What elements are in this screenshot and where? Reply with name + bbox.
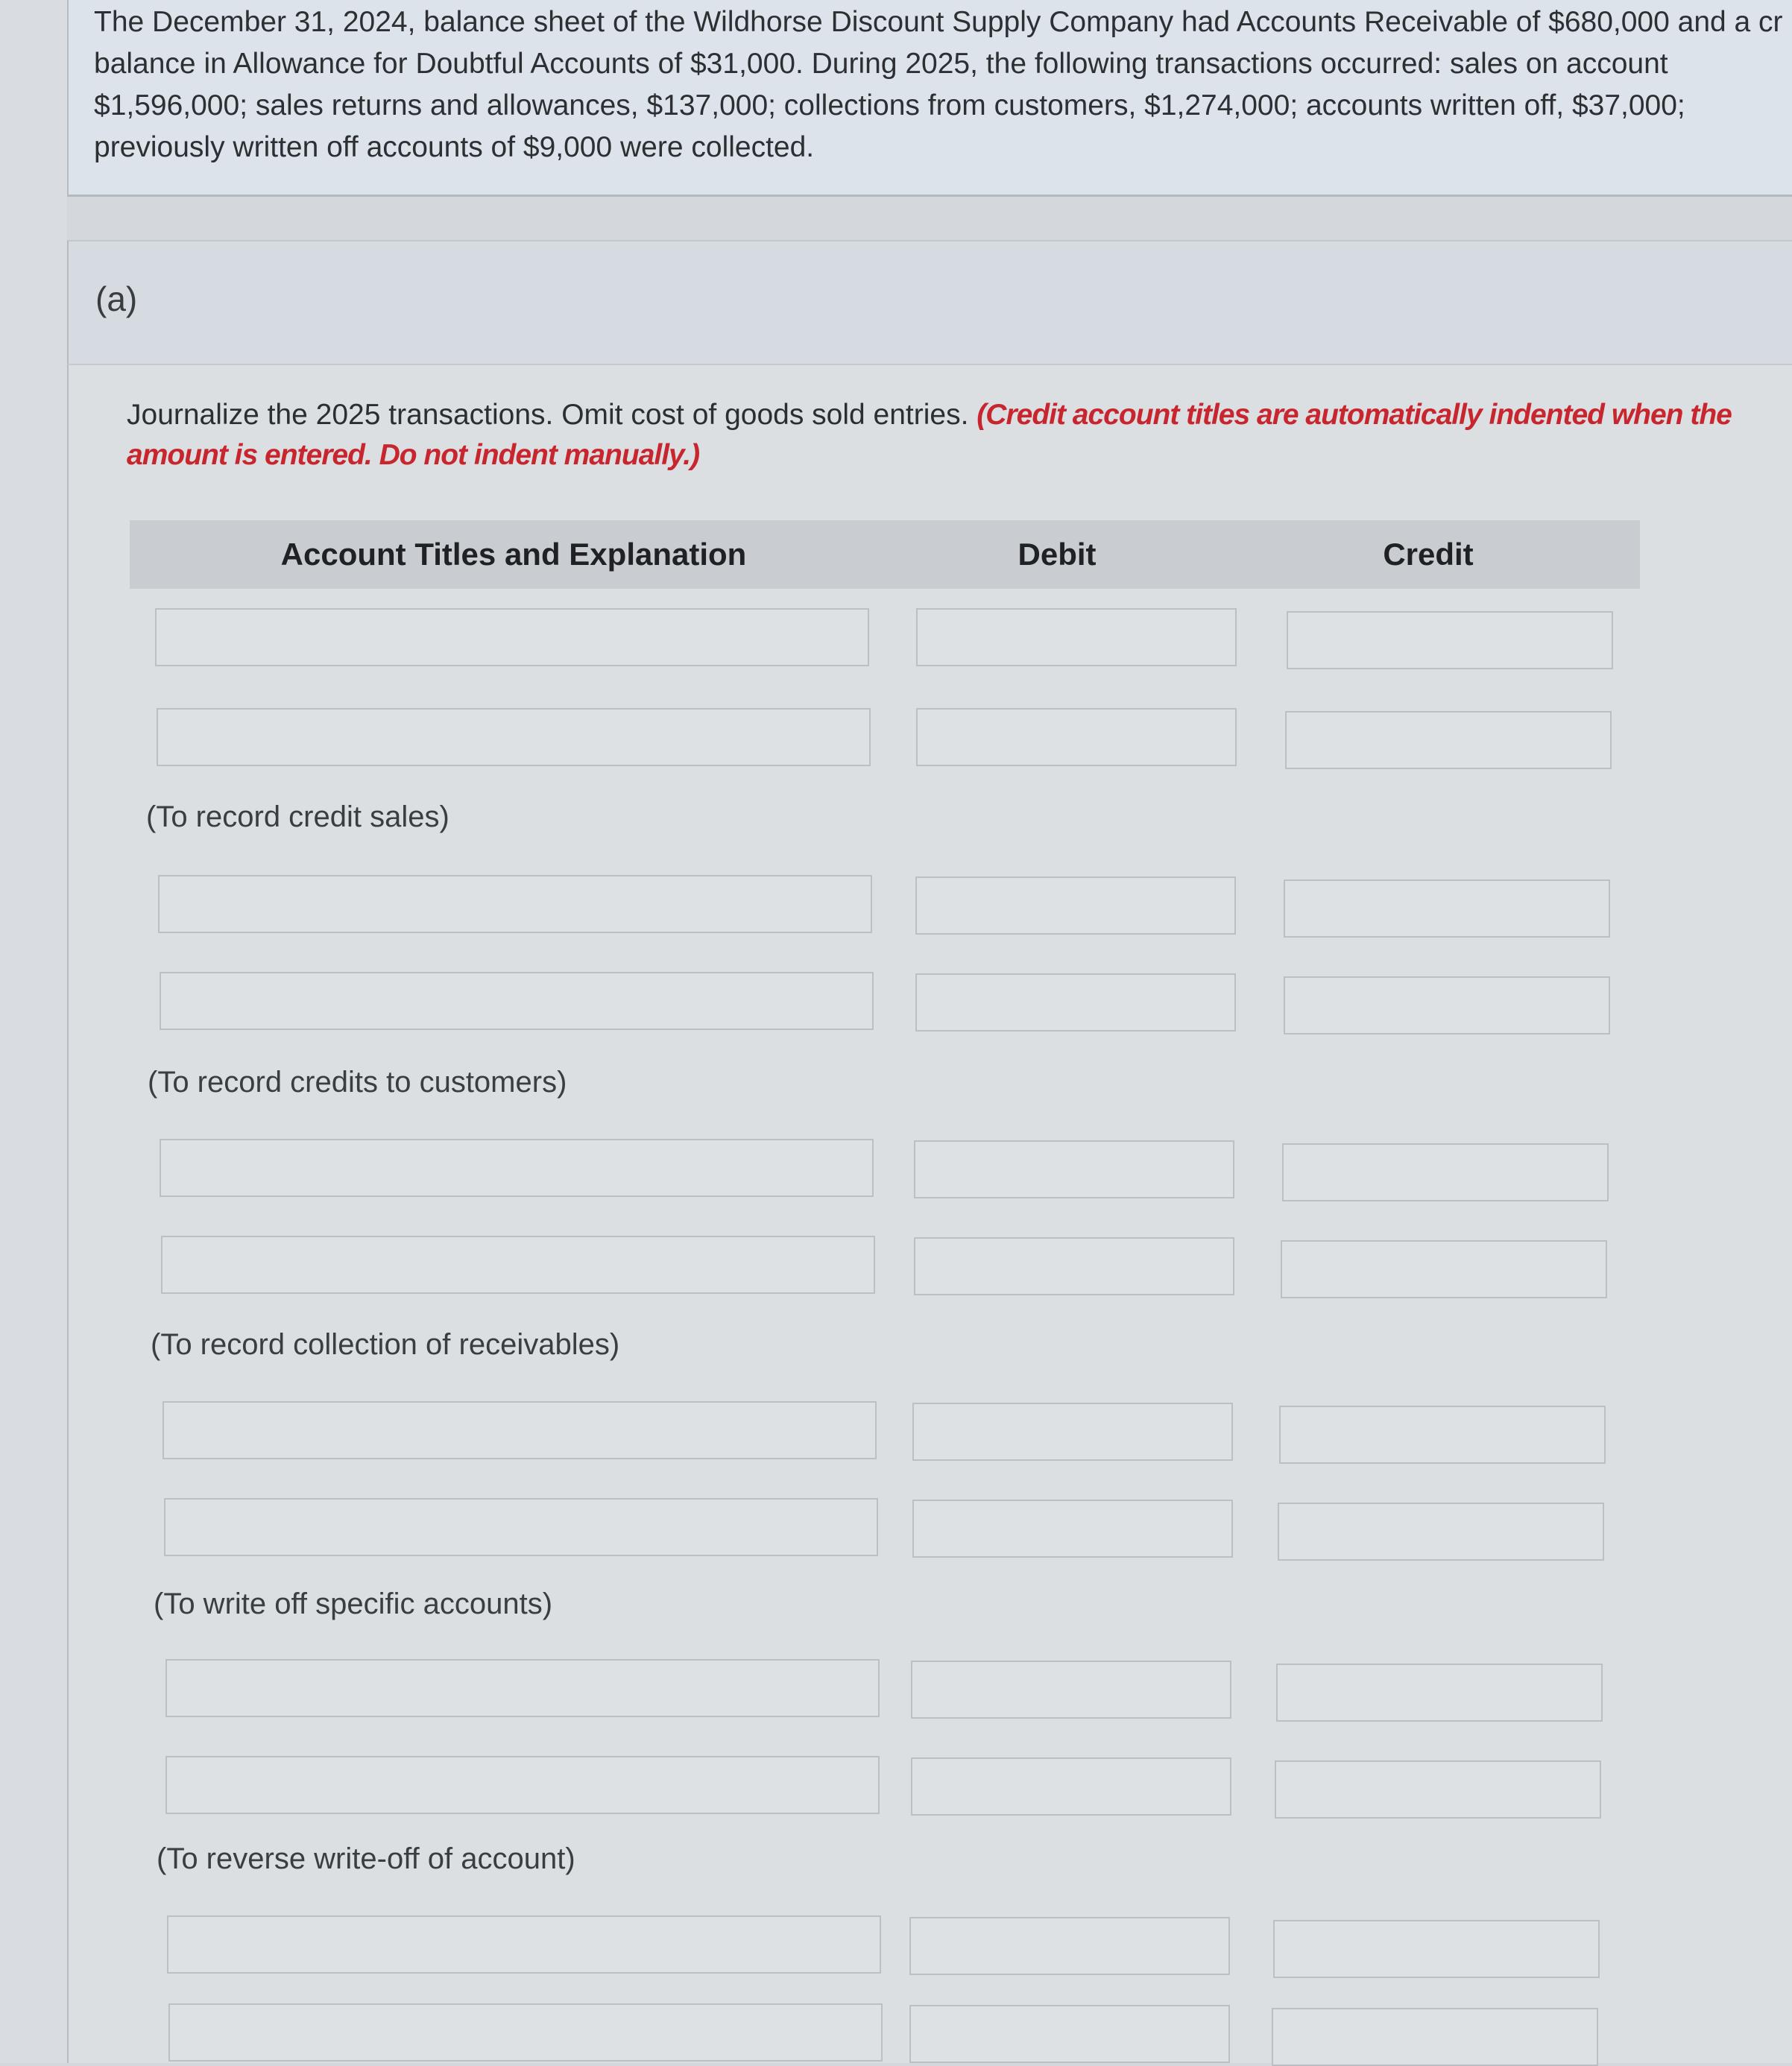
entry-explanation: (To record collection of receivables) xyxy=(151,1328,620,1361)
credit-amount-input[interactable] xyxy=(1284,879,1610,938)
account-title-input[interactable] xyxy=(167,1915,881,1974)
account-title-input[interactable] xyxy=(163,1401,877,1459)
account-title-input[interactable] xyxy=(160,1139,874,1197)
debit-amount-input[interactable] xyxy=(911,1757,1231,1816)
debit-amount-input[interactable] xyxy=(916,708,1237,766)
credit-amount-input[interactable] xyxy=(1275,1760,1601,1819)
credit-amount-input[interactable] xyxy=(1281,1240,1607,1298)
problem-statement: The December 31, 2024, balance sheet of the Wildhorse Discount Supply Company had Accounts Receivable of $680,000 and a cr balance in Allowance for Doubtful Accounts of $31,000. During 2025, the following transactions occurred: sales on account $1,596,000; sales returns and allowances, $137,000; collections from customers, $1,274,000; accounts written off, $37,000; previously written off accounts of $9,000 were collected. xyxy=(94,6,1783,163)
credit-amount-input[interactable] xyxy=(1272,2008,1598,2066)
entry-explanation: (To record credit sales) xyxy=(146,800,449,833)
journal-table-header xyxy=(130,520,1640,589)
part-header xyxy=(67,240,1792,365)
credit-amount-input[interactable] xyxy=(1284,976,1610,1034)
debit-amount-input[interactable] xyxy=(914,1140,1234,1198)
account-title-input[interactable] xyxy=(161,1236,875,1294)
account-title-input[interactable] xyxy=(160,972,874,1030)
debit-amount-input[interactable] xyxy=(915,876,1236,935)
account-title-input[interactable] xyxy=(165,1756,880,1814)
debit-amount-input[interactable] xyxy=(916,608,1237,666)
credit-amount-input[interactable] xyxy=(1285,711,1612,769)
column-header-account: Account Titles and Explanation xyxy=(280,537,747,572)
column-header-debit: Debit xyxy=(1018,537,1097,572)
instructions xyxy=(127,395,1792,476)
credit-amount-input[interactable] xyxy=(1273,1920,1600,1978)
account-title-input[interactable] xyxy=(158,875,872,933)
credit-amount-input[interactable] xyxy=(1278,1503,1604,1561)
column-header-credit: Credit xyxy=(1383,537,1474,572)
debit-amount-input[interactable] xyxy=(909,2005,1230,2063)
part-label: (a) xyxy=(95,279,138,318)
account-title-input[interactable] xyxy=(164,1498,878,1556)
page-margin xyxy=(0,0,67,2063)
credit-amount-input[interactable] xyxy=(1279,1406,1606,1464)
debit-amount-input[interactable] xyxy=(912,1500,1233,1558)
entry-explanation: (To write off specific accounts) xyxy=(154,1588,553,1620)
debit-amount-input[interactable] xyxy=(912,1403,1233,1461)
account-title-input[interactable] xyxy=(165,1659,880,1717)
entry-explanation: (To reverse write-off of account) xyxy=(157,1842,575,1875)
debit-amount-input[interactable] xyxy=(911,1661,1231,1719)
credit-amount-input[interactable] xyxy=(1276,1664,1603,1722)
credit-amount-input[interactable] xyxy=(1287,611,1613,669)
account-title-input[interactable] xyxy=(155,608,869,666)
entry-explanation: (To record credits to customers) xyxy=(148,1066,567,1099)
debit-amount-input[interactable] xyxy=(915,973,1236,1032)
account-title-input[interactable] xyxy=(157,708,871,766)
debit-amount-input[interactable] xyxy=(909,1917,1230,1975)
instructions-text: Journalize the 2025 transactions. Omit cost of goods sold entries. xyxy=(127,399,969,431)
credit-amount-input[interactable] xyxy=(1282,1143,1609,1201)
problem-statement-panel xyxy=(67,0,1792,197)
journal-entry-panel xyxy=(67,365,1792,2063)
instructions-note: (Credit account titles are automatically indented when the amount is entered. Do not indent manually.) xyxy=(127,399,1732,471)
debit-amount-input[interactable] xyxy=(914,1237,1234,1295)
account-title-input[interactable] xyxy=(168,2003,883,2062)
